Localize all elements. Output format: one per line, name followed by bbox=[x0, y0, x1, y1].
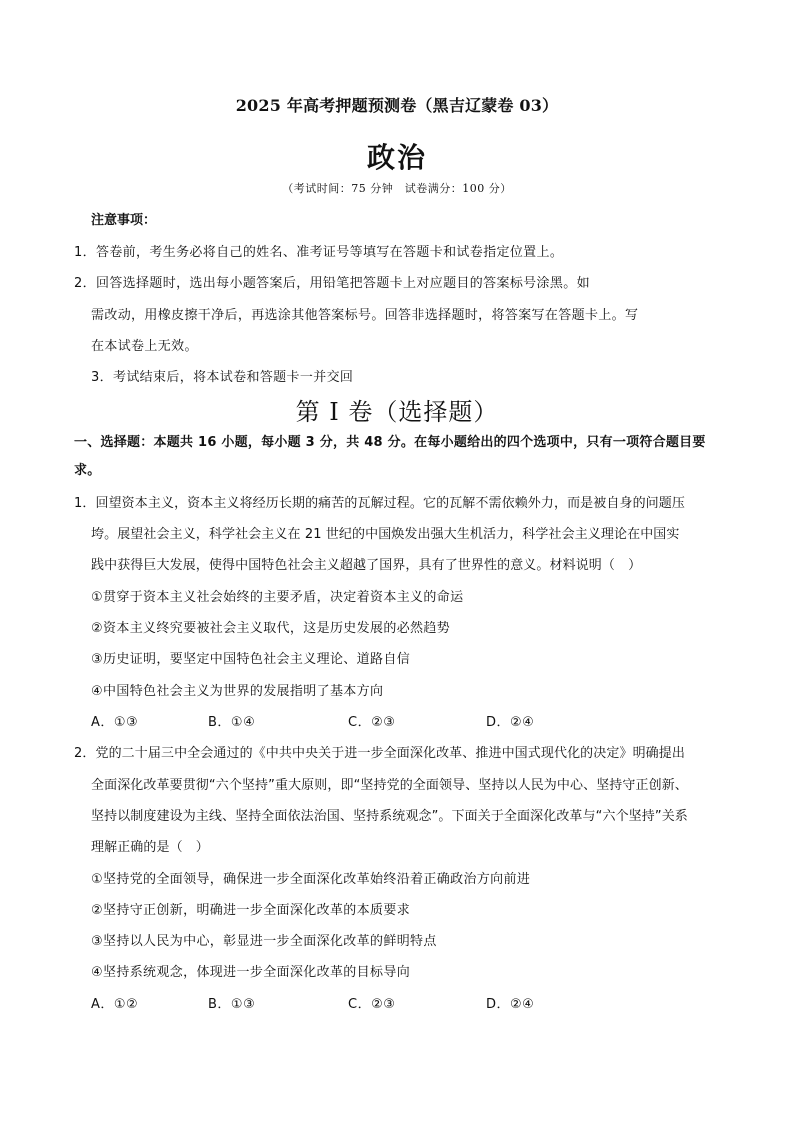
question-stem-line: 理解正确的是（ ） bbox=[91, 840, 209, 855]
statement-3: ③历史证明，要坚定中国特色社会主义理论、道路自信 bbox=[91, 652, 411, 667]
statement-2: ②资本主义终究要被社会主义取代，这是历史发展的必然趋势 bbox=[91, 621, 451, 636]
notice-item-2-continued: 需改动，用橡皮擦干净后，再选涂其他答案标号。回答非选择题时，将答案写在答题卡上。写 bbox=[91, 308, 639, 323]
notice-item-3: 3．考试结束后，将本试卷和答题卡一并交回 bbox=[91, 370, 354, 385]
option-c: C．②③ bbox=[348, 715, 396, 730]
notice-heading: 注意事项： bbox=[91, 213, 157, 228]
question-stem-line: 践中获得巨大发展，使得中国特色社会主义超越了国界，具有了世界性的意义。材料说明（ ） bbox=[91, 558, 642, 573]
notice-item-1: 1．答卷前，考生务必将自己的姓名、准考证号等填写在答题卡和试卷指定位置上。 bbox=[74, 245, 564, 260]
question-stem-line: 坚持以制度建设为主线、坚持全面依法治国、坚持系统观念”。下面关于全面深化改革与“六个坚持”关系 bbox=[91, 809, 688, 824]
section-title: 第 I 卷（选择题） bbox=[295, 398, 499, 426]
option-b: B．①④ bbox=[208, 715, 256, 730]
option-d: D．②④ bbox=[486, 715, 535, 730]
notice-item-2-end: 在本试卷上无效。 bbox=[91, 339, 198, 354]
option-a: A．①③ bbox=[91, 715, 139, 730]
exam-title: 2025 年高考押题预测卷（黑吉辽蒙卷 03） bbox=[235, 96, 559, 115]
statement-1: ①坚持党的全面领导，确保进一步全面深化改革始终沿着正确政治方向前进 bbox=[91, 872, 531, 887]
exam-info: （考试时间：75 分钟 试卷满分：100 分） bbox=[282, 182, 512, 195]
statement-4: ④中国特色社会主义为世界的发展指明了基本方向 bbox=[91, 684, 384, 699]
option-c: C．②③ bbox=[348, 997, 396, 1012]
option-b: B．①③ bbox=[208, 997, 256, 1012]
subject-title: 政治 bbox=[366, 141, 427, 174]
section-instruction: 一、选择题：本题共 16 小题，每小题 3 分，共 48 分。在每小题给出的四个选项中，只有一项符合题目要 bbox=[74, 435, 706, 450]
section-instruction-end: 求。 bbox=[74, 463, 101, 478]
statement-4: ④坚持系统观念，体现进一步全面深化改革的目标导向 bbox=[91, 965, 411, 980]
question-stem-line: 1．回望资本主义，资本主义将经历长期的痛苦的瓦解过程。它的瓦解不需依赖外力，而是被自身的问题压 bbox=[74, 496, 685, 511]
statement-2: ②坚持守正创新，明确进一步全面深化改革的本质要求 bbox=[91, 903, 411, 918]
question-stem-line: 垮。展望社会主义，科学社会主义在 21 世纪的中国焕发出强大生机活力，科学社会主义理论在中国实 bbox=[91, 527, 680, 542]
question-stem-line: 全面深化改革要贯彻“六个坚持”重大原则，即“坚持党的全面领导、坚持以人民为中心、坚持守正创新、 bbox=[91, 778, 688, 793]
option-a: A．①② bbox=[91, 997, 139, 1012]
statement-3: ③坚持以人民为中心，彰显进一步全面深化改革的鲜明特点 bbox=[91, 934, 437, 949]
option-d: D．②④ bbox=[486, 997, 535, 1012]
question-stem-line: 2．党的二十届三中全会通过的《中共中央关于进一步全面深化改革、推进中国式现代化的决定》明确提出 bbox=[74, 746, 685, 761]
notice-item-2: 2．回答选择题时，选出每小题答案后，用铅笔把答题卡上对应题目的答案标号涂黑。如 bbox=[74, 276, 590, 291]
statement-1: ①贯穿于资本主义社会始终的主要矛盾，决定着资本主义的命运 bbox=[91, 590, 464, 605]
